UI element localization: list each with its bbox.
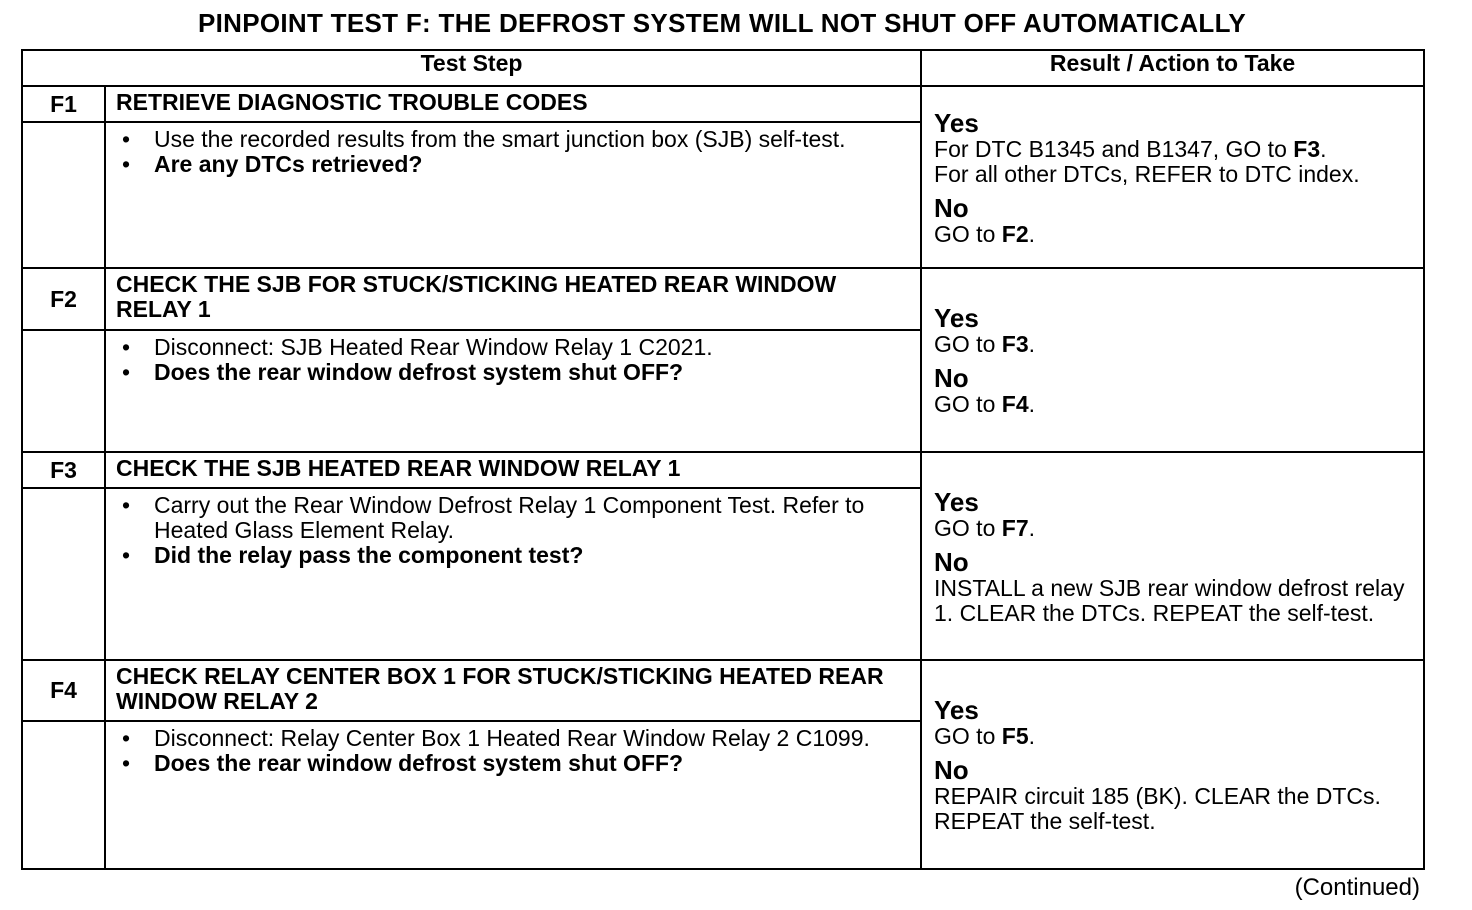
yes-label: Yes — [934, 303, 979, 333]
step-instructions — [105, 122, 921, 268]
yes-label: Yes — [934, 695, 979, 725]
bullet-question: • Are any DTCs retrieved? — [121, 151, 423, 177]
yes-action: GO to F7. — [934, 514, 1035, 541]
yes-action-secondary: For all other DTCs, REFER to DTC index. — [934, 160, 1360, 187]
test-step-column-header: Test Step — [22, 50, 921, 86]
bullet-item: • Disconnect: SJB Heated Rear Window Relay 1 C2021. — [121, 334, 713, 360]
step-instructions — [105, 488, 921, 660]
bullet-item: • Carry out the Rear Window Defrost Relay 1 Component Test. Refer to Heated Glass Element Relay. — [121, 492, 865, 543]
step-result-cell — [921, 268, 1424, 452]
step-heading-row — [22, 452, 1424, 488]
step-heading-row — [22, 660, 1424, 721]
step-result-cell — [921, 452, 1424, 660]
no-label: No — [934, 192, 969, 223]
no-label: No — [934, 546, 969, 577]
no-action: GO to F2. — [934, 220, 1035, 247]
page-title: PINPOINT TEST F: THE DEFROST SYSTEM WILL NOT SHUT OFF AUTOMATICALLY — [197, 8, 1247, 38]
result-column-header: Result / Action to Take — [921, 50, 1424, 86]
step-heading: CHECK THE SJB FOR STUCK/STICKING HEATED REAR WINDOW RELAY 1 — [105, 268, 921, 330]
yes-action: For DTC B1345 and B1347, GO to F3. — [934, 135, 1327, 162]
no-action: GO to F4. — [934, 391, 1035, 417]
no-action: INSTALL a new SJB rear window defrost relay 1. CLEAR the DTCs. REPEAT the self-test. — [934, 574, 1405, 626]
yes-label: Yes — [934, 486, 979, 517]
table-header-row — [22, 50, 1424, 86]
yes-label: Yes — [934, 107, 979, 138]
yes-action: GO to F5. — [934, 723, 1035, 749]
no-label: No — [934, 363, 969, 393]
step-code: F1 — [22, 86, 105, 122]
continued-note: (Continued) — [1294, 874, 1420, 901]
step-code: F4 — [22, 660, 105, 721]
step-heading-row — [22, 86, 1424, 122]
step-heading: RETRIEVE DIAGNOSTIC TROUBLE CODES — [105, 86, 921, 122]
step-code: F3 — [22, 452, 105, 488]
yes-action: GO to F3. — [934, 331, 1035, 357]
bullet-question: • Did the relay pass the component test? — [121, 542, 584, 568]
pinpoint-test-table — [21, 49, 1425, 870]
bullet-item: • Use the recorded results from the smart junction box (SJB) self-test. — [121, 126, 846, 152]
bullet-question: • Does the rear window defrost system shut OFF? — [121, 750, 684, 776]
bullet-item: • Disconnect: Relay Center Box 1 Heated Rear Window Relay 2 C1099. — [121, 725, 870, 751]
step-instructions — [105, 721, 921, 869]
no-action: REPAIR circuit 185 (BK). CLEAR the DTCs. REPEAT the self-test. — [934, 783, 1381, 834]
step-result-cell — [921, 660, 1424, 869]
step-code: F2 — [22, 268, 105, 330]
bullet-question: • Does the rear window defrost system shut OFF? — [121, 359, 684, 385]
step-result-cell — [921, 86, 1424, 268]
step-heading: CHECK RELAY CENTER BOX 1 FOR STUCK/STICKING HEATED REAR WINDOW RELAY 2 — [105, 660, 921, 721]
step-instructions — [105, 330, 921, 452]
no-label: No — [934, 755, 969, 785]
step-heading-row — [22, 268, 1424, 330]
step-heading: CHECK THE SJB HEATED REAR WINDOW RELAY 1 — [105, 452, 921, 488]
